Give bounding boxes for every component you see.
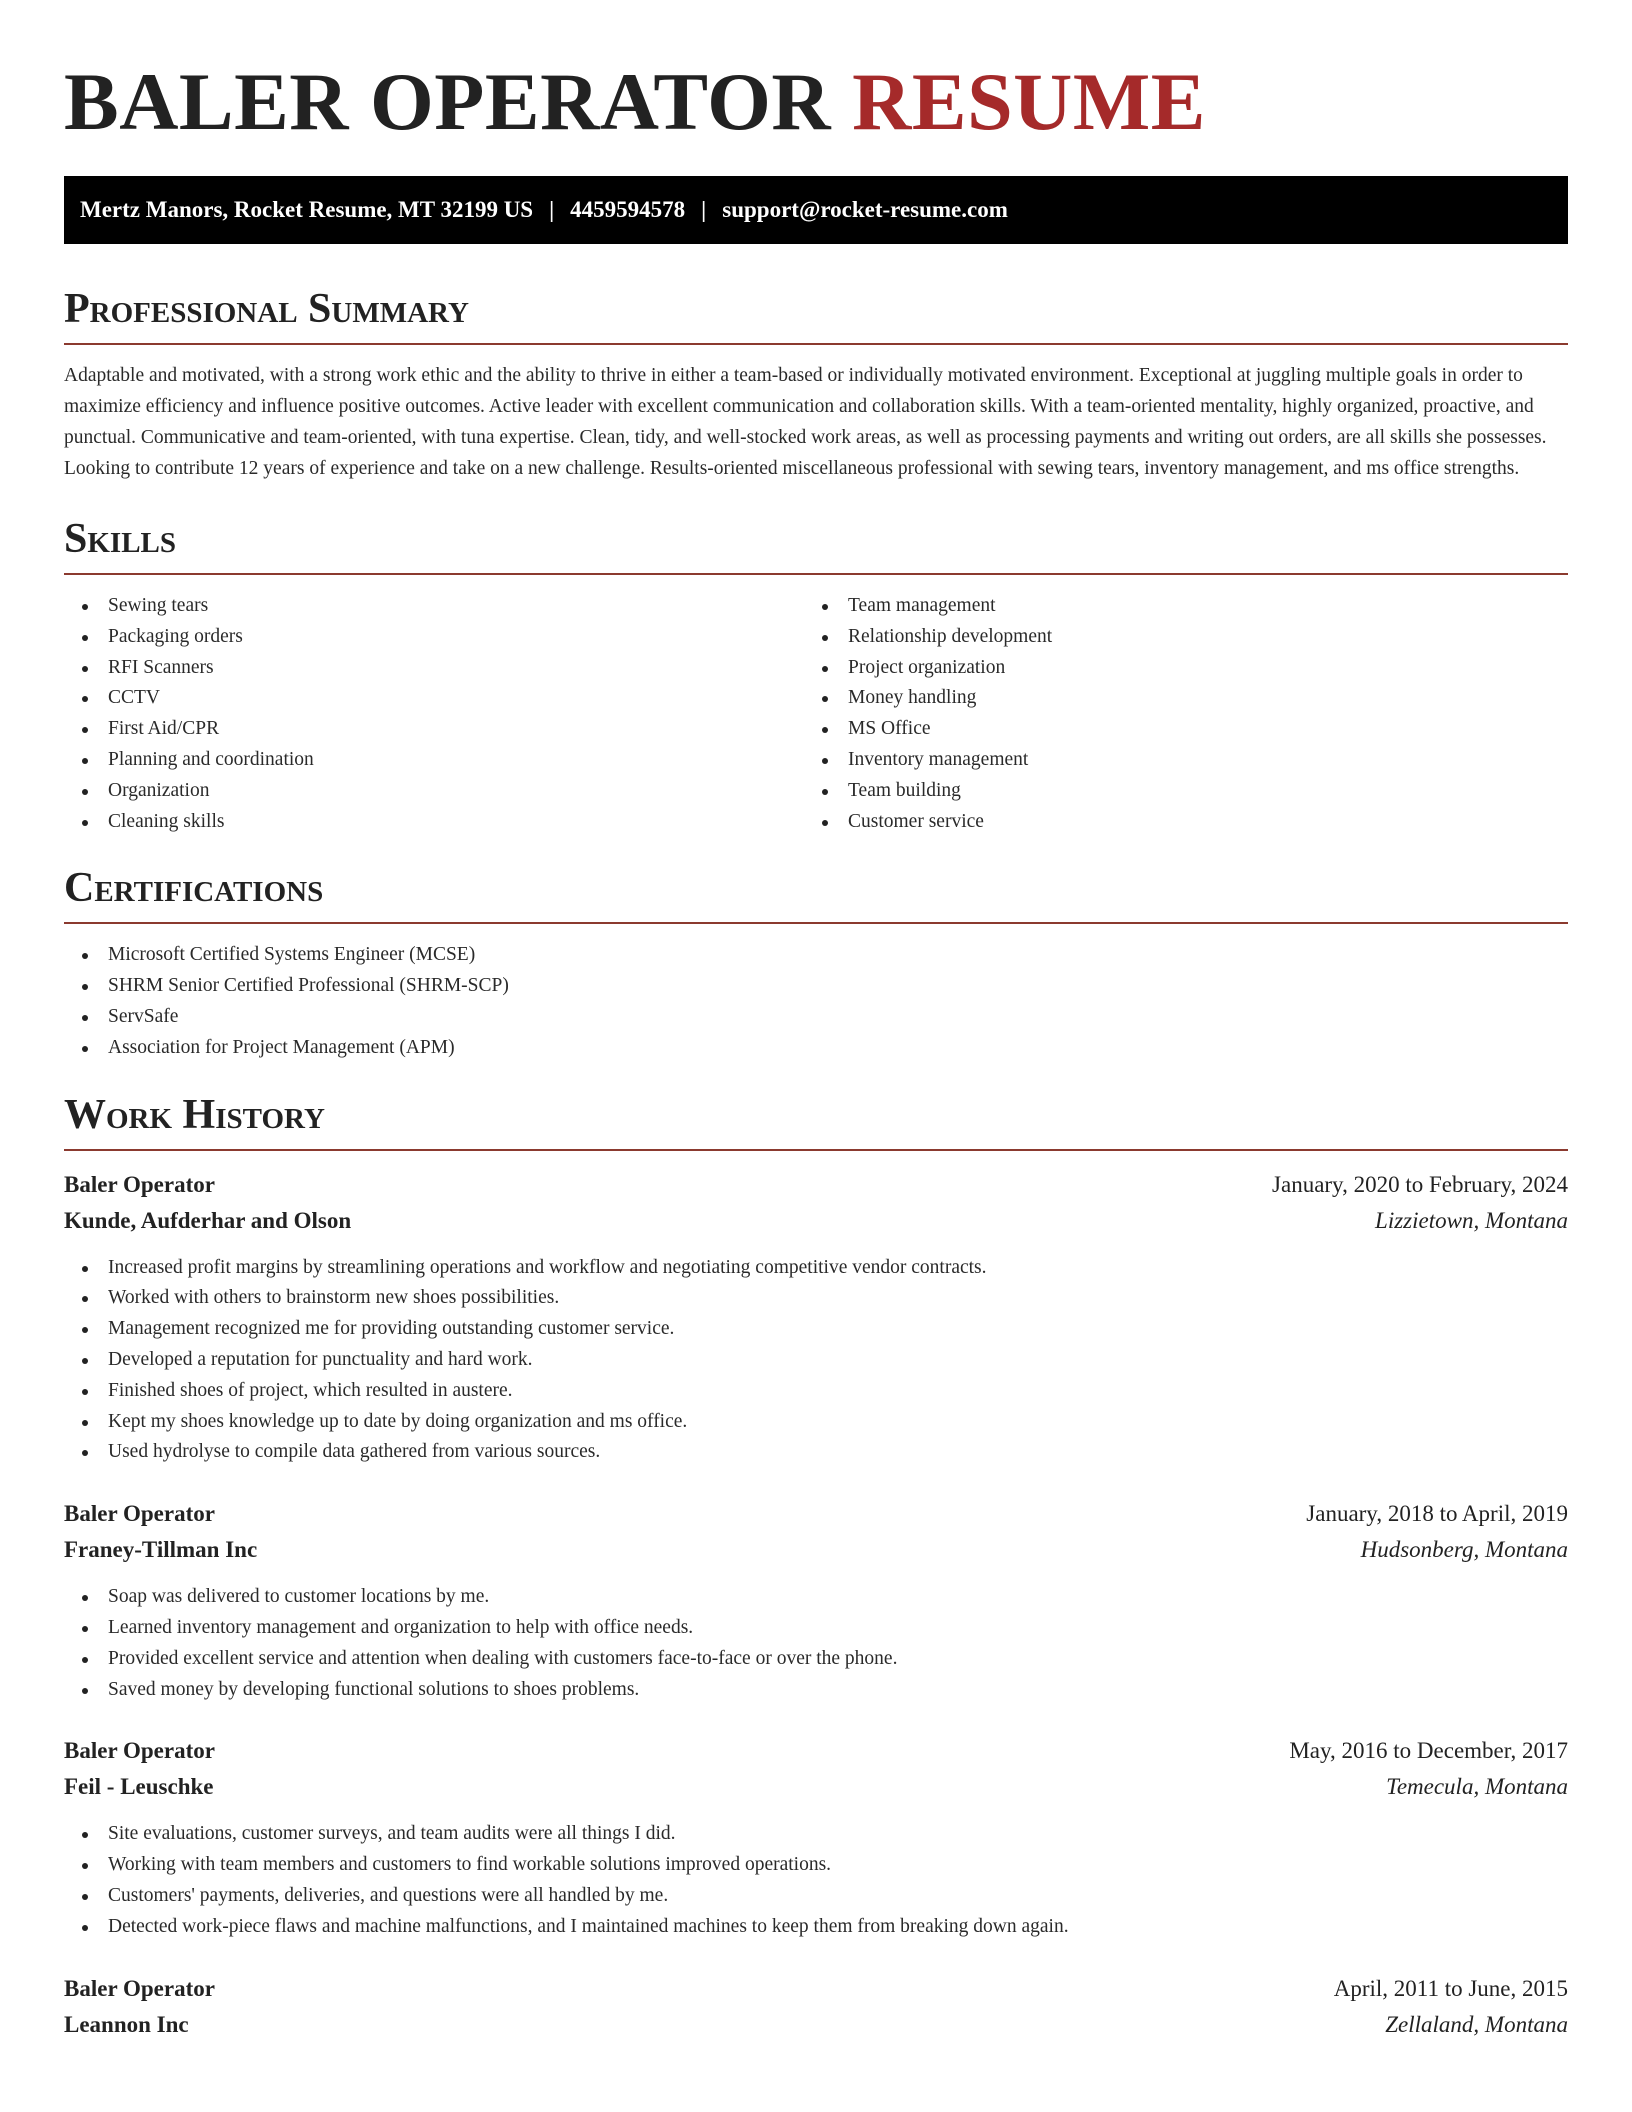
skill-item: Team building — [804, 776, 1544, 807]
job-subheader-row — [64, 2007, 1568, 2043]
certifications-list — [64, 940, 1568, 1063]
contact-separator: | — [701, 197, 707, 222]
job-duty: Developed a reputation for punctuality and hard work. — [64, 1345, 1568, 1376]
contact-email: support@rocket-resume.com — [722, 197, 1008, 222]
job-duty: Saved money by developing functional solutions to shoes problems. — [64, 1675, 1568, 1706]
contact-separator: | — [549, 197, 555, 222]
job-header-row — [64, 1971, 1568, 2007]
job-duty: Customers' payments, deliveries, and questions were all handled by me. — [64, 1881, 1568, 1912]
certification-item: Association for Project Management (APM) — [64, 1033, 1568, 1064]
skills-list-right — [804, 591, 1544, 837]
job-subheader-row — [64, 1769, 1568, 1805]
skill-item: CCTV — [64, 683, 804, 714]
job-duty: Worked with others to brainstorm new shoes possibilities. — [64, 1283, 1568, 1314]
job-duty: Increased profit margins by streamlining operations and workflow and negotiating competitive vendor contracts. — [64, 1253, 1568, 1284]
skill-item: First Aid/CPR — [64, 714, 804, 745]
job-role: Baler Operator — [64, 1501, 215, 1527]
certification-item: Microsoft Certified Systems Engineer (MCSE) — [64, 940, 1568, 971]
job-dates: January, 2018 to April, 2019 — [1306, 1501, 1568, 1527]
job-duty: Working with team members and customers to find workable solutions improved operations. — [64, 1850, 1568, 1881]
skills-section — [64, 514, 1568, 837]
job-entry — [64, 1167, 1568, 1469]
job-company: Franey-Tillman Inc — [64, 1537, 258, 1563]
job-duty: Used hydrolyse to compile data gathered from various sources. — [64, 1437, 1568, 1468]
job-duties-list — [64, 1819, 1568, 1942]
job-entry — [64, 1733, 1568, 1942]
summary-text: Adaptable and motivated, with a strong work ethic and the ability to thrive in either a team-based or individually motivated environment. Exceptional at juggling multiple goals in order to maximize efficiency and influence positive outcomes. Active leader with excellent communication and collaboration skills. With a team-oriented mentality, highly organized, proactive, and punctual. Communicative and team-oriented, with tuna expertise. Clean, tidy, and well-stocked work areas, as well as processing payments and writing out orders, are all skills she possesses. Looking to contribute 12 years of experience and take on a new challenge. Results-oriented miscellaneous professional with sewing tears, inventory management, and ms office strengths. — [64, 365, 1547, 479]
work-history-section — [64, 1090, 1568, 2043]
job-duty: Finished shoes of project, which resulted in austere. — [64, 1376, 1568, 1407]
skill-item: Cleaning skills — [64, 807, 804, 838]
job-duty: Detected work-piece flaws and machine malfunctions, and I maintained machines to keep them from breaking down again. — [64, 1912, 1568, 1943]
job-subheader-row — [64, 1203, 1568, 1239]
job-duties-list — [64, 1582, 1568, 1705]
job-duty: Kept my shoes knowledge up to date by doing organization and ms office. — [64, 1407, 1568, 1438]
skill-item: Planning and coordination — [64, 745, 804, 776]
skill-item: Sewing tears — [64, 591, 804, 622]
contact-address: Mertz Manors, Rocket Resume, MT 32199 US — [80, 197, 534, 222]
job-header-row — [64, 1733, 1568, 1769]
work-history-heading: Work History — [64, 1090, 1568, 1151]
summary-section — [64, 284, 1568, 484]
job-dates: May, 2016 to December, 2017 — [1289, 1738, 1568, 1764]
page-title — [64, 0, 1568, 148]
job-company: Leannon Inc — [64, 2011, 189, 2037]
title-accent: RESUME — [852, 56, 1206, 147]
job-subheader-row — [64, 1532, 1568, 1568]
job-role: Baler Operator — [64, 1171, 215, 1197]
job-duty: Learned inventory management and organization to help with office needs. — [64, 1613, 1568, 1644]
job-duty: Site evaluations, customer surveys, and team audits were all things I did. — [64, 1819, 1568, 1850]
skills-grid — [64, 591, 1568, 837]
skill-item: Packaging orders — [64, 622, 804, 653]
job-dates: January, 2020 to February, 2024 — [1272, 1171, 1568, 1197]
skill-item: RFI Scanners — [64, 653, 804, 684]
job-header-row — [64, 1167, 1568, 1203]
skill-item: Project organization — [804, 653, 1544, 684]
job-duty: Soap was delivered to customer locations by me. — [64, 1582, 1568, 1613]
skill-item: Organization — [64, 776, 804, 807]
job-duties-list — [64, 1253, 1568, 1469]
job-dates: April, 2011 to June, 2015 — [1333, 1975, 1568, 2001]
job-duty: Management recognized me for providing outstanding customer service. — [64, 1314, 1568, 1345]
contact-phone: 4459594578 — [570, 197, 686, 222]
job-role: Baler Operator — [64, 1738, 215, 1764]
skill-item: Team management — [804, 591, 1544, 622]
job-location: Temecula, Montana — [1386, 1774, 1568, 1800]
skill-item: Money handling — [804, 683, 1544, 714]
job-entry — [64, 1496, 1568, 1705]
certifications-section — [64, 863, 1568, 1063]
job-location: Lizzietown, Montana — [1375, 1207, 1568, 1233]
contact-bar — [64, 176, 1568, 244]
job-company: Feil - Leuschke — [64, 1774, 214, 1800]
skills-list-left — [64, 591, 804, 837]
title-main: BALER OPERATOR — [64, 56, 832, 147]
job-duty: Provided excellent service and attention when dealing with customers face-to-face or over the phone. — [64, 1644, 1568, 1675]
job-role: Baler Operator — [64, 1975, 215, 2001]
certification-item: ServSafe — [64, 1002, 1568, 1033]
summary-heading: Professional Summary — [64, 284, 1568, 345]
skill-item: Relationship development — [804, 622, 1544, 653]
certifications-heading: Certifications — [64, 863, 1568, 924]
certification-item: SHRM Senior Certified Professional (SHRM-SCP) — [64, 971, 1568, 1002]
skill-item: Customer service — [804, 807, 1544, 838]
job-entry — [64, 1971, 1568, 2043]
skills-heading: Skills — [64, 514, 1568, 575]
job-location: Hudsonberg, Montana — [1360, 1537, 1568, 1563]
job-location: Zellaland, Montana — [1385, 2011, 1568, 2037]
job-header-row — [64, 1496, 1568, 1532]
skill-item: Inventory management — [804, 745, 1544, 776]
skill-item: MS Office — [804, 714, 1544, 745]
job-company: Kunde, Aufderhar and Olson — [64, 1207, 352, 1233]
